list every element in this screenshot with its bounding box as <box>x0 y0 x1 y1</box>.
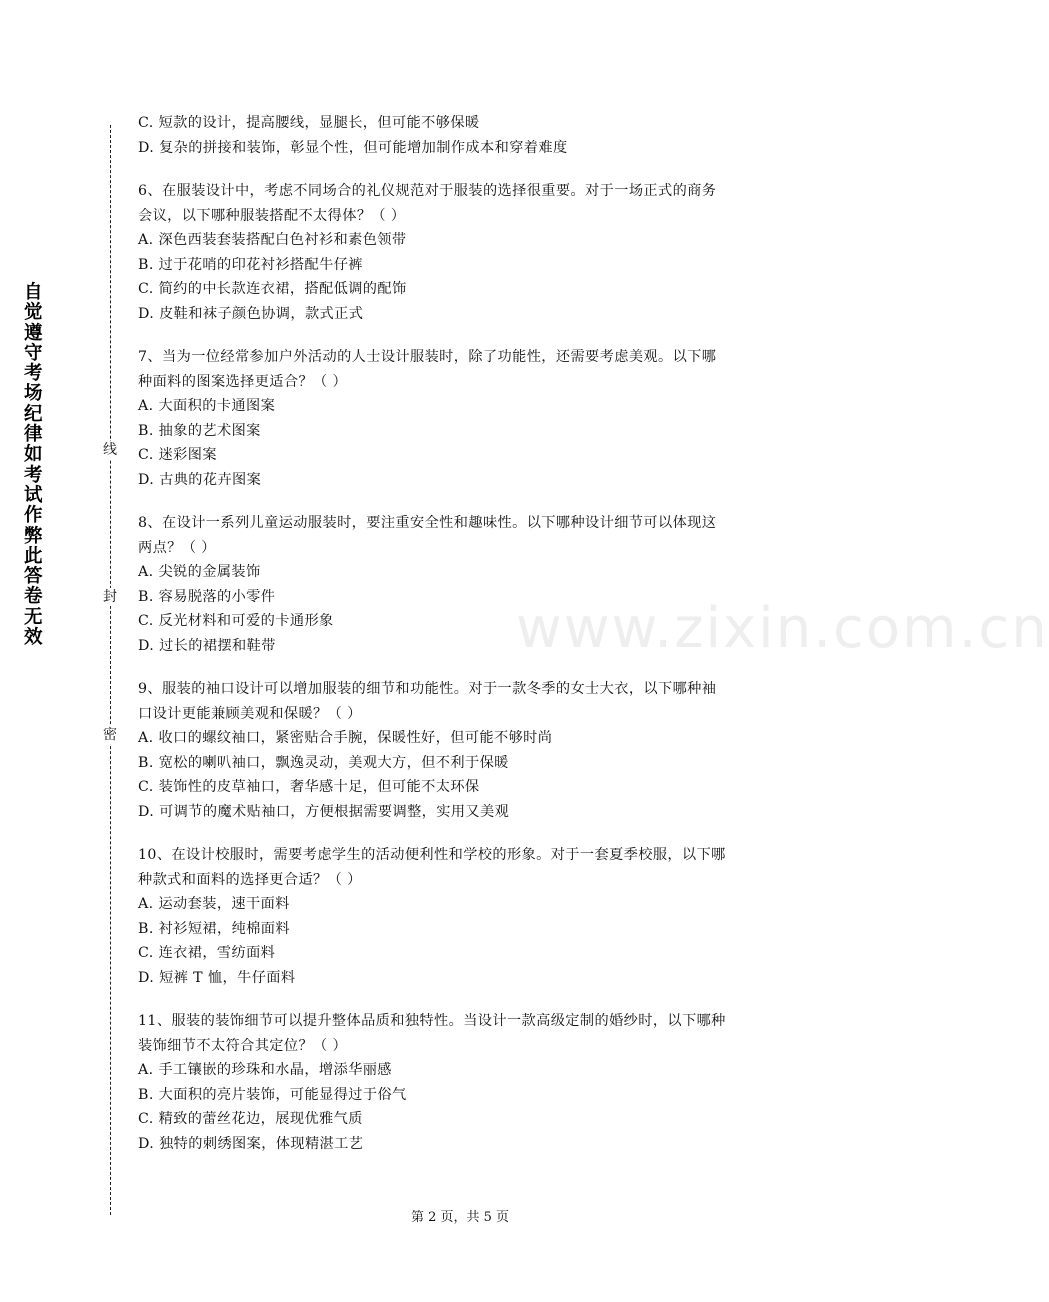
answer-option: A. 尖锐的金属装饰 <box>138 564 261 580</box>
question-block <box>138 1009 784 1156</box>
answer-option: B. 大面积的亮片装饰，可能显得过于俗气 <box>138 1086 407 1103</box>
question-block <box>138 111 784 160</box>
answer-option: C. 反光材料和可爱的卡通形象 <box>138 613 334 629</box>
answer-option: C. 装饰性的皮草袖口，奢华感十足，但可能不太环保 <box>138 779 480 795</box>
answer-option: D. 古典的花卉图案 <box>138 471 262 488</box>
answer-option: C. 连衣裙，雪纺面料 <box>138 945 276 961</box>
question-block <box>138 179 784 326</box>
answer-option: C. 精致的蕾丝花边，展现优雅气质 <box>138 1111 363 1127</box>
question-block <box>138 345 784 492</box>
answer-option: B. 宽松的喇叭袖口，飘逸灵动，美观大方，但不利于保暖 <box>138 754 509 771</box>
answer-option: D. 独特的刺绣图案，体现精湛工艺 <box>138 1135 364 1152</box>
question-block <box>138 843 784 990</box>
answer-option: D. 过长的裙摆和鞋带 <box>138 637 276 654</box>
question-stem-line: 6、在服装设计中，考虑不同场合的礼仪规范对于服装的选择很重要。对于一场正式的商务 <box>138 183 717 199</box>
question-stem-line: 口设计更能兼顾美观和保暖？（ ） <box>138 705 362 722</box>
answer-option: B. 过于花哨的印花衬衫搭配牛仔裤 <box>138 256 363 273</box>
answer-option: D. 可调节的魔术贴袖口，方便根据需要调整，实用又美观 <box>138 803 510 820</box>
binding-mark-secret: 密 <box>103 727 117 743</box>
answer-option: A. 收口的螺纹袖口，紧密贴合手腕，保暖性好，但可能不够时尚 <box>138 730 553 746</box>
binding-mark-line: 线 <box>103 442 117 458</box>
question-stem-line: 种面料的图案选择更适合？（ ） <box>138 373 348 390</box>
answer-option: D. 短裤 T 恤，牛仔面料 <box>138 969 296 986</box>
answer-option: A. 深色西装套装搭配白色衬衫和素色领带 <box>138 232 407 248</box>
answer-option: C. 短款的设计，提高腰线，显腿长，但可能不够保暖 <box>138 115 480 131</box>
question-stem-line: 9、服装的袖口设计可以增加服装的细节和功能性。对于一款冬季的女士大衣，以下哪种袖 <box>138 681 717 697</box>
answer-option: C. 迷彩图案 <box>138 447 217 463</box>
question-stem-line: 种款式和面料的选择更合适？（ ） <box>138 871 362 888</box>
question-stem-line: 10、在设计校服时，需要考虑学生的活动便利性和学校的形象。对于一套夏季校服，以下哪 <box>138 847 726 863</box>
answer-option: B. 容易脱落的小零件 <box>138 588 276 605</box>
site-watermark: www.zixin.com.cn <box>516 596 1049 661</box>
page-number-footer: 第 2 页，共 5 页 <box>410 1210 510 1225</box>
question-stem-line: 8、在设计一系列儿童运动服装时，要注重安全性和趣味性。以下哪种设计细节可以体现这 <box>138 515 717 531</box>
question-block <box>138 677 784 824</box>
answer-option: A. 大面积的卡通图案 <box>138 398 276 414</box>
answer-option: A. 手工镶嵌的珍珠和水晶，增添华丽感 <box>138 1062 392 1078</box>
answer-option: D. 皮鞋和袜子颜色协调，款式正式 <box>138 305 364 322</box>
exam-discipline-notice: 自觉遵守考场纪律如考试作弊此答卷无效 <box>24 282 43 649</box>
question-stem-line: 11、服装的装饰细节可以提升整体品质和独特性。当设计一款高级定制的婚纱时，以下哪种 <box>138 1013 726 1029</box>
answer-option: B. 衬衫短裙，纯棉面料 <box>138 920 290 937</box>
question-stem-line: 两点？（ ） <box>138 539 216 556</box>
answer-option: A. 运动套装，速干面料 <box>138 896 290 912</box>
question-block <box>138 511 784 658</box>
answer-option: C. 简约的中长款连衣裙，搭配低调的配饰 <box>138 281 407 297</box>
question-list <box>138 111 784 1156</box>
answer-option: D. 复杂的拼接和装饰，彰显个性，但可能增加制作成本和穿着难度 <box>138 139 568 156</box>
question-stem-line: 会议，以下哪种服装搭配不太得体？（ ） <box>138 207 406 224</box>
binding-dashed-line <box>110 125 111 1215</box>
question-stem-line: 装饰细节不太符合其定位？（ ） <box>138 1037 348 1054</box>
question-stem-line: 7、当为一位经常参加户外活动的人士设计服装时，除了功能性，还需要考虑美观。以下哪 <box>138 349 717 365</box>
binding-mark-seal: 封 <box>103 589 117 605</box>
answer-option: B. 抽象的艺术图案 <box>138 422 261 439</box>
